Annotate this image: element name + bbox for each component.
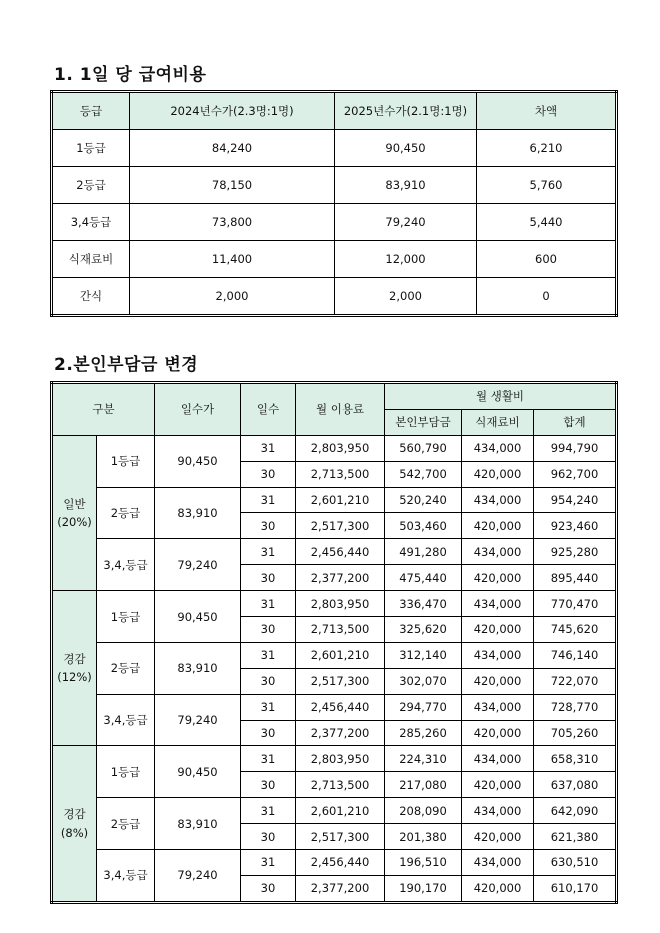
cell-food: 434,000: [462, 798, 534, 824]
cell-monthly-fee: 2,713,500: [296, 772, 385, 798]
cell-days: 31: [241, 798, 296, 824]
header-grade: 등급: [52, 92, 130, 130]
cell-grade: 2등급: [97, 642, 155, 694]
cell-self-pay: 224,310: [385, 746, 462, 772]
cell-food: 420,000: [462, 875, 534, 902]
cell-food: 434,000: [462, 487, 534, 513]
cell-self-pay: 475,440: [385, 565, 462, 591]
cell-monthly-fee: 2,803,950: [296, 591, 385, 617]
cell-2024-fee: 78,150: [130, 167, 335, 204]
cell-food: 434,000: [462, 435, 534, 461]
cell-self-pay: 560,790: [385, 435, 462, 461]
header-total: 합계: [534, 409, 617, 435]
cell-difference: 600: [477, 241, 617, 278]
cell-days: 31: [241, 642, 296, 668]
cell-days: 31: [241, 694, 296, 720]
cell-total: 994,790: [534, 435, 617, 461]
table-row: [52, 694, 617, 720]
cell-difference: 5,440: [477, 204, 617, 241]
cell-total: 962,700: [534, 461, 617, 487]
cell-days: 30: [241, 617, 296, 643]
cell-days: 30: [241, 824, 296, 850]
table-header-row: [52, 92, 617, 130]
cell-grade: 3,4등급: [52, 204, 130, 241]
cell-daily-fee: 79,240: [155, 694, 241, 746]
cell-grade: 2등급: [97, 487, 155, 539]
cell-2025-fee: 79,240: [335, 204, 477, 241]
cell-2024-fee: 84,240: [130, 130, 335, 167]
cell-self-pay: 285,260: [385, 720, 462, 746]
cell-food: 420,000: [462, 617, 534, 643]
copay-change-table: [50, 381, 618, 904]
cell-total: 637,080: [534, 772, 617, 798]
cell-days: 30: [241, 772, 296, 798]
cell-food: 420,000: [462, 513, 534, 539]
cell-food: 434,000: [462, 642, 534, 668]
cell-monthly-fee: 2,713,500: [296, 617, 385, 643]
cell-self-pay: 302,070: [385, 668, 462, 694]
cell-self-pay: 336,470: [385, 591, 462, 617]
cell-grade: 간식: [52, 278, 130, 316]
cell-total: 745,620: [534, 617, 617, 643]
cell-days: 31: [241, 850, 296, 876]
table-row: [52, 167, 617, 204]
cell-daily-fee: 90,450: [155, 746, 241, 798]
section2-title: 2.본인부담금 변경: [54, 355, 199, 375]
table-row: [52, 130, 617, 167]
cell-total: 658,310: [534, 746, 617, 772]
header-daily-fee: 일수가: [155, 383, 241, 436]
cell-2025-fee: 12,000: [335, 241, 477, 278]
cell-daily-fee: 79,240: [155, 850, 241, 903]
cell-grade: 식재료비: [52, 241, 130, 278]
table-row: [52, 278, 617, 316]
cell-grade: 2등급: [52, 167, 130, 204]
cell-total: 630,510: [534, 850, 617, 876]
cell-monthly-fee: 2,601,210: [296, 798, 385, 824]
cell-monthly-fee: 2,456,440: [296, 539, 385, 565]
section1-title: 1. 1일 당 급여비용: [54, 65, 207, 85]
cell-2024-fee: 11,400: [130, 241, 335, 278]
cell-food: 420,000: [462, 565, 534, 591]
group-rate: (12%): [57, 670, 92, 685]
cell-total: 728,770: [534, 694, 617, 720]
cell-monthly-fee: 2,377,200: [296, 565, 385, 591]
daily-cost-table: [50, 90, 618, 317]
cell-days: 31: [241, 539, 296, 565]
cell-2024-fee: 73,800: [130, 204, 335, 241]
cell-days: 30: [241, 668, 296, 694]
group-name: 일반: [63, 496, 86, 511]
cell-2024-fee: 2,000: [130, 278, 335, 316]
cell-total: 746,140: [534, 642, 617, 668]
header-monthly-fee: 월 이용료: [296, 383, 385, 436]
cell-days: 31: [241, 746, 296, 772]
cell-food: 434,000: [462, 591, 534, 617]
cell-days: 31: [241, 435, 296, 461]
table-row: [52, 539, 617, 565]
table-row: [52, 241, 617, 278]
table-row: [52, 487, 617, 513]
cell-monthly-fee: 2,517,300: [296, 513, 385, 539]
cell-total: 770,470: [534, 591, 617, 617]
cell-monthly-fee: 2,456,440: [296, 850, 385, 876]
cell-self-pay: 217,080: [385, 772, 462, 798]
cell-grade: 1등급: [97, 435, 155, 487]
table-row: [52, 850, 617, 876]
cell-daily-fee: 83,910: [155, 798, 241, 850]
cell-total: 610,170: [534, 875, 617, 902]
header-food: 식재료비: [462, 409, 534, 435]
cell-total: 925,280: [534, 539, 617, 565]
cell-days: 30: [241, 461, 296, 487]
cell-difference: 0: [477, 278, 617, 316]
cell-grade: 3,4,등급: [97, 694, 155, 746]
cell-monthly-fee: 2,377,200: [296, 875, 385, 902]
group-cell: [52, 746, 97, 902]
group-rate: (8%): [60, 825, 89, 840]
group-name: 경감: [63, 651, 86, 666]
cell-self-pay: 325,620: [385, 617, 462, 643]
cell-total: 895,440: [534, 565, 617, 591]
cell-self-pay: 201,380: [385, 824, 462, 850]
cell-days: 30: [241, 720, 296, 746]
cell-monthly-fee: 2,456,440: [296, 694, 385, 720]
cell-food: 420,000: [462, 772, 534, 798]
cell-total: 642,090: [534, 798, 617, 824]
table-row: [52, 435, 617, 461]
cell-total: 954,240: [534, 487, 617, 513]
cell-monthly-fee: 2,601,210: [296, 487, 385, 513]
cell-days: 31: [241, 487, 296, 513]
cell-food: 434,000: [462, 694, 534, 720]
cell-self-pay: 520,240: [385, 487, 462, 513]
table-row: [52, 642, 617, 668]
cell-daily-fee: 79,240: [155, 539, 241, 591]
cell-grade: 1등급: [97, 746, 155, 798]
cell-food: 434,000: [462, 746, 534, 772]
cell-food: 434,000: [462, 850, 534, 876]
cell-self-pay: 312,140: [385, 642, 462, 668]
cell-food: 420,000: [462, 824, 534, 850]
cell-difference: 5,760: [477, 167, 617, 204]
cell-total: 722,070: [534, 668, 617, 694]
cell-grade: 1등급: [97, 591, 155, 643]
table-header-row: [52, 383, 617, 410]
cell-2025-fee: 83,910: [335, 167, 477, 204]
cell-days: 31: [241, 591, 296, 617]
cell-monthly-fee: 2,517,300: [296, 824, 385, 850]
cell-self-pay: 503,460: [385, 513, 462, 539]
cell-self-pay: 190,170: [385, 875, 462, 902]
cell-days: 30: [241, 565, 296, 591]
cell-monthly-fee: 2,803,950: [296, 746, 385, 772]
cell-total: 923,460: [534, 513, 617, 539]
header-self-pay: 본인부담금: [385, 409, 462, 435]
cell-food: 420,000: [462, 461, 534, 487]
cell-2025-fee: 90,450: [335, 130, 477, 167]
cell-monthly-fee: 2,803,950: [296, 435, 385, 461]
cell-food: 420,000: [462, 720, 534, 746]
cell-grade: 1등급: [52, 130, 130, 167]
cell-2025-fee: 2,000: [335, 278, 477, 316]
cell-grade: 2등급: [97, 798, 155, 850]
table-row: [52, 204, 617, 241]
cell-grade: 3,4,등급: [97, 850, 155, 903]
cell-self-pay: 196,510: [385, 850, 462, 876]
cell-daily-fee: 90,450: [155, 591, 241, 643]
cell-daily-fee: 90,450: [155, 435, 241, 487]
cell-self-pay: 294,770: [385, 694, 462, 720]
cell-difference: 6,210: [477, 130, 617, 167]
table-row: [52, 591, 617, 617]
header-monthly-living: 월 생활비: [385, 383, 617, 410]
cell-days: 30: [241, 875, 296, 902]
cell-self-pay: 208,090: [385, 798, 462, 824]
cell-monthly-fee: 2,601,210: [296, 642, 385, 668]
table-row: [52, 798, 617, 824]
header-days: 일수: [241, 383, 296, 436]
header-difference: 차액: [477, 92, 617, 130]
table-row: [52, 746, 617, 772]
group-rate: (20%): [57, 514, 92, 529]
cell-self-pay: 491,280: [385, 539, 462, 565]
cell-monthly-fee: 2,377,200: [296, 720, 385, 746]
group-cell: [52, 435, 97, 590]
header-2024-fee: 2024년수가(2.3명:1명): [130, 92, 335, 130]
cell-self-pay: 542,700: [385, 461, 462, 487]
cell-monthly-fee: 2,517,300: [296, 668, 385, 694]
group-cell: [52, 591, 97, 746]
cell-food: 434,000: [462, 539, 534, 565]
header-2025-fee: 2025년수가(2.1명:1명): [335, 92, 477, 130]
cell-total: 621,380: [534, 824, 617, 850]
cell-daily-fee: 83,910: [155, 487, 241, 539]
cell-days: 30: [241, 513, 296, 539]
header-category: 구분: [52, 383, 155, 436]
cell-food: 420,000: [462, 668, 534, 694]
group-name: 경감: [63, 807, 86, 822]
cell-grade: 3,4,등급: [97, 539, 155, 591]
cell-total: 705,260: [534, 720, 617, 746]
cell-monthly-fee: 2,713,500: [296, 461, 385, 487]
cell-daily-fee: 83,910: [155, 642, 241, 694]
